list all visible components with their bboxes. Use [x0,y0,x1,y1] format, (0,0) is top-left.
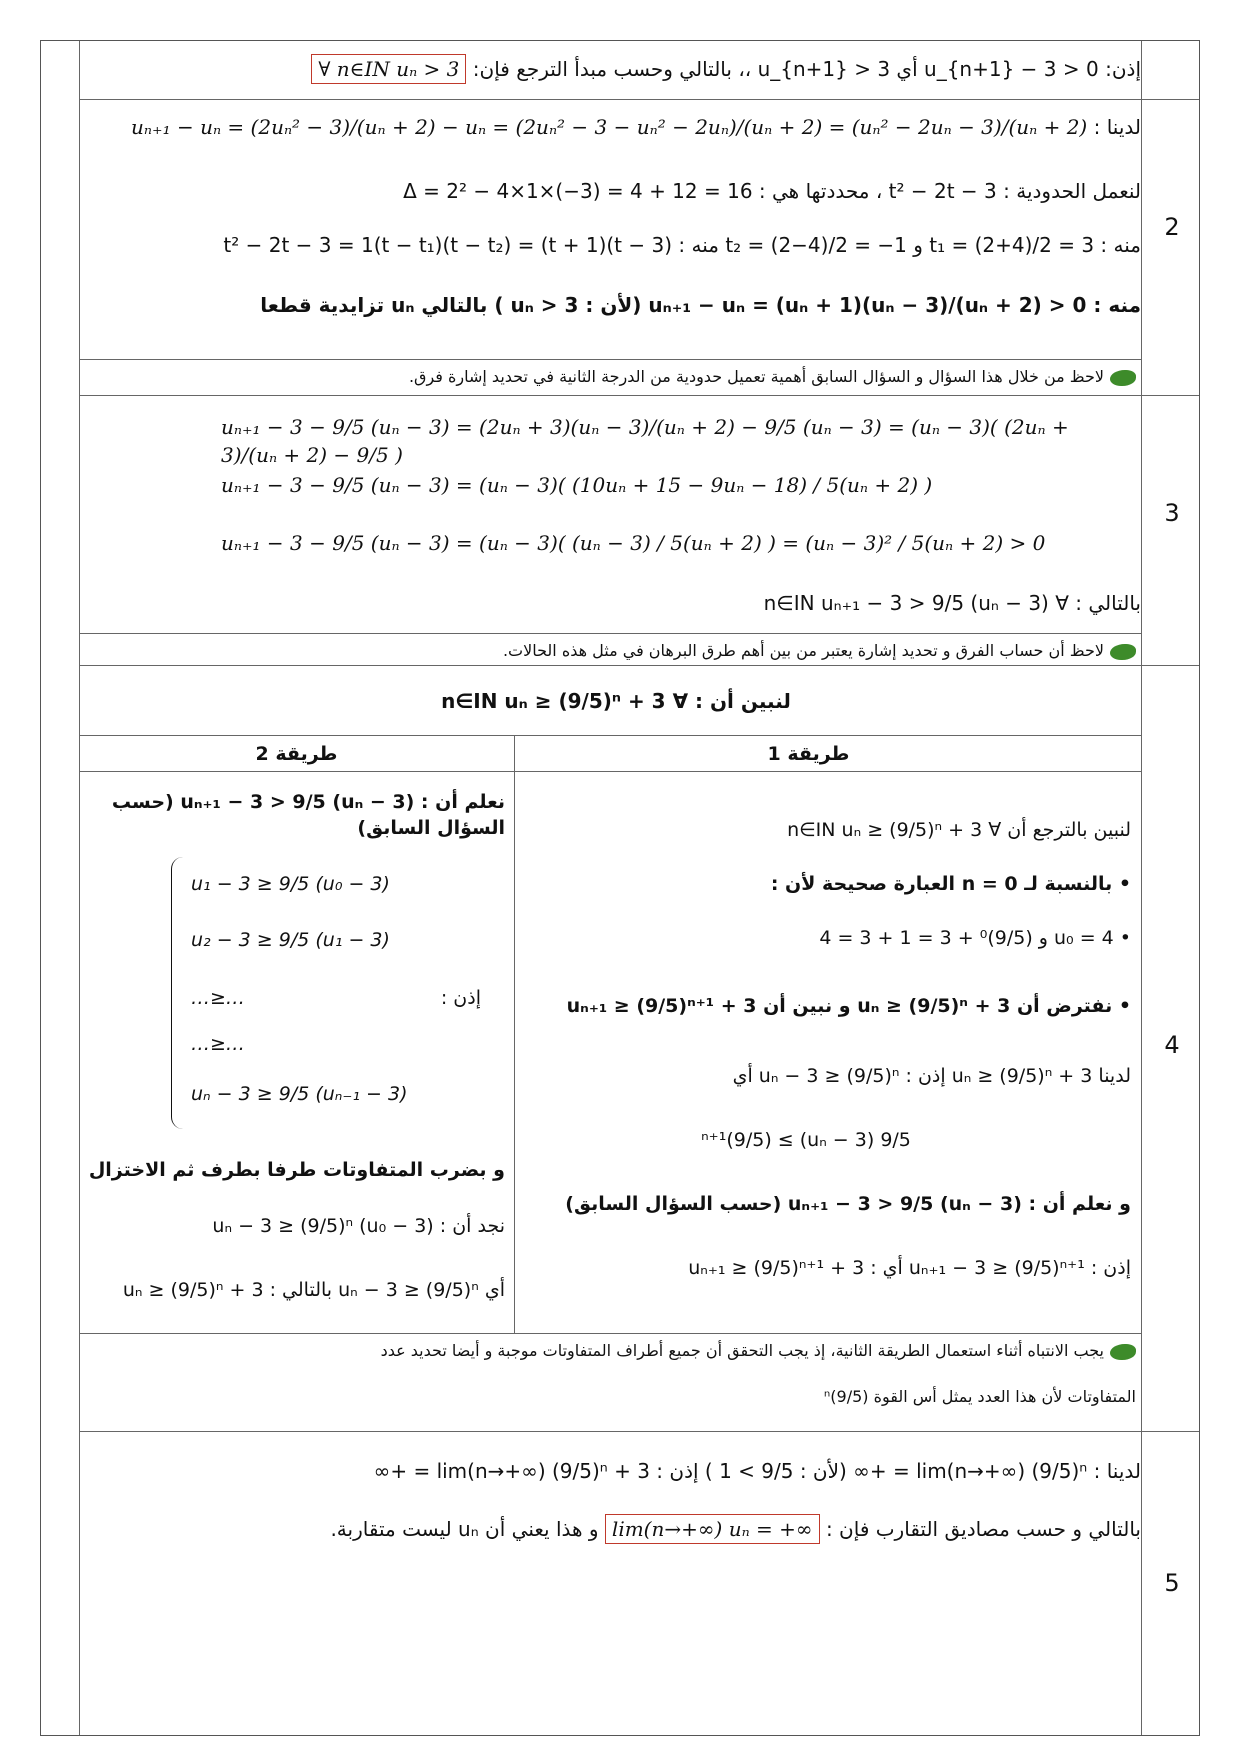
q2-line3: منه : t₁ = (2+4)/2 = 3 و t₂ = (2−4)/2 = −1 منه : t² − 2t − 3 = 1(t − t₁)(t − t₂) = (t + 1)(t − 3) [223,233,1141,257]
q1-text: إذن: 0 < 3 − u_{n+1} أي u_{n+1} > 3 ،، بالتالي وحسب مبدأ الترجع فإن: [472,57,1141,81]
q3-eq2: uₙ₊₁ − 3 − 9/5 (uₙ − 3) = (uₙ − 3)( (10uₙ + 15 − 9uₙ − 18) / 5(uₙ + 2) ) [221,473,933,497]
q3-eq1: uₙ₊₁ − 3 − 9/5 (uₙ − 3) = (2uₙ + 3)(uₙ − 3)/(uₙ + 2) − 9/5 (uₙ − 3) = (uₙ − 3)( (2uₙ + 3)/(uₙ + 2) − 9/5 ) [221,415,1069,467]
q1-conclusion [91,55,1141,83]
method1-line5: لدينا uₙ ≥ (9/5)ⁿ + 3 إذن : uₙ − 3 ≥ (9/5)ⁿ أي [732,1065,1131,1087]
method2-ineq2: u₂ − 3 ≥ 9/5 (u₁ − 3) [191,929,390,951]
method1-line4: • نفترض أن uₙ ≥ (9/5)ⁿ + 3 و نبين أن uₙ₊₁ ≥ (9/5)ⁿ⁺¹ + 3 [481,993,1131,1019]
method1-line3: • u₀ = 4 و (9/5)⁰ + 3 = 1 + 3 = 4 [481,925,1131,951]
method1-title: طريقة 1 [767,743,850,765]
method2-ineq5: uₙ − 3 ≥ 9/5 (uₙ₋₁ − 3) [191,1083,408,1105]
system-brace [171,857,186,1129]
method1-line2: • بالنسبة لـ n = 0 العبارة صحيحة لأن : [481,871,1131,897]
q2-line4: منه : uₙ₊₁ − uₙ = (uₙ + 1)(uₙ − 3)/(uₙ + 2) > 0 (لأن : uₙ > 3 ) بالتالي uₙ تزايدية قطعا [260,293,1141,317]
q3-note-text: لاحظ أن حساب الفرق و تحديد إشارة يعتبر من بين أهم طرق البرهان في مثل هذه الحالات. [502,641,1104,660]
goal-separator [79,735,1141,736]
methods-header-separator [79,771,1141,772]
method1-line6: 9/5 (uₙ − 3) ≥ (9/5)ⁿ⁺¹ [701,1129,911,1151]
q5-line1: لدينا : lim(n→+∞) (9/5)ⁿ = +∞ (لأن : 9/5 > 1 ) إذن : lim(n→+∞) (9/5)ⁿ + 3 = +∞ [373,1459,1141,1483]
method2-therefore: إذن : [440,987,481,1009]
q4-note [91,1339,1136,1363]
question-number-3: 3 [1164,499,1180,527]
question-number-2: 2 [1164,213,1180,241]
number-column-line [1141,41,1142,1735]
leaf-icon [1110,1344,1136,1360]
method1-line8: إذن : uₙ₊₁ − 3 ≥ (9/5)ⁿ⁺¹ أي : uₙ₊₁ ≥ (9/5)ⁿ⁺¹ + 3 [688,1257,1131,1279]
method1-line1: لنبين بالترجع أن ∀ n∈IN uₙ ≥ (9/5)ⁿ + 3 [787,819,1131,841]
q5-line2-tail: و هذا يعني أن uₙ ليست متقاربة. [330,1517,599,1541]
method2-line7: و بضرب المتفاوتات طرفا بطرف ثم الاختزال [88,1159,505,1181]
method2-title: طريقة 2 [255,743,338,765]
q2-line1 [91,113,1141,141]
note-separator [79,1333,1141,1334]
leaf-icon [1110,644,1136,660]
q3-eq3: uₙ₊₁ − 3 − 9/5 (uₙ − 3) = (uₙ − 3)( (uₙ − 3) / 5(uₙ + 2) ) = (uₙ − 3)² / 5(uₙ + 2) > 0 [221,531,1046,555]
left-margin-column-line [79,41,80,1735]
q5-boxed-limit: lim(n→+∞) uₙ = +∞ [605,1514,820,1544]
method2-ineq3: …≥… [191,987,245,1009]
note-separator [79,633,1141,634]
q4-goal: لنبين أن : ∀ n∈IN uₙ ≥ (9/5)ⁿ + 3 [441,689,791,713]
method1-line7: و نعلم أن : uₙ₊₁ − 3 > 9/5 (uₙ − 3) (حسب السؤال السابق) [565,1193,1131,1215]
q5-line2 [91,1515,1141,1543]
method2-ineq4: …≥… [191,1033,245,1055]
row-separator [79,1431,1199,1432]
solution-table [40,40,1200,1736]
note-separator [79,359,1141,360]
q4-note-line1: يجب الانتباه أثناء استعمال الطريقة الثانية، إذ يجب التحقق أن جميع أطراف المتفاوتات موجبة و أيضا تحديد عدد [380,1341,1104,1360]
row-separator [79,395,1199,396]
question-number-4: 4 [1164,1031,1180,1059]
method2-line9: أي uₙ − 3 ≥ (9/5)ⁿ بالتالي : uₙ ≥ (9/5)ⁿ + 3 [122,1279,505,1301]
method2-ineq1: u₁ − 3 ≥ 9/5 (u₀ − 3) [191,873,390,895]
q3-conclusion: بالتالي : ∀ n∈IN uₙ₊₁ − 3 > 9/5 (uₙ − 3) [763,591,1141,615]
row-separator [79,665,1199,666]
q2-note [91,365,1136,389]
leaf-icon [1110,370,1136,386]
method2-line1: نعلم أن : uₙ₊₁ − 3 > 9/5 (uₙ − 3) (حسب السؤال السابق) [111,791,505,839]
method2-line8: نجد أن : uₙ − 3 ≥ (9/5)ⁿ (u₀ − 3) [212,1215,505,1237]
q2-difference-formula: uₙ₊₁ − uₙ = (2uₙ² − 3)/(uₙ + 2) − uₙ = (2uₙ² − 3 − uₙ² − 2uₙ)/(uₙ + 2) = (uₙ² − 2uₙ − 3)/(uₙ + 2) [131,115,1088,139]
q5-line2-text: بالتالي و حسب مصاديق التقارب فإن : [825,1517,1141,1541]
q2-note-text: لاحظ من خلال هذا السؤال و السؤال السابق أهمية تعميل حدودية من الدرجة الثانية في تحديد إشارة فرق. [408,367,1104,386]
question-number-5: 5 [1164,1569,1180,1597]
row-separator [79,99,1199,100]
q3-note [91,639,1136,663]
q2-line2: لنعمل الحدودية : t² − 2t − 3 ، محددتها هي : Δ = 2² − 4×1×(−3) = 4 + 12 = 16 [403,179,1141,203]
q2-label: لدينا : [1093,115,1141,139]
q1-boxed-result: ∀ n∈IN uₙ > 3 [311,54,466,84]
q4-note-line2: المتفاوتات لأن هذا العدد يمثل أس القوة (9/5)ⁿ [823,1387,1136,1406]
